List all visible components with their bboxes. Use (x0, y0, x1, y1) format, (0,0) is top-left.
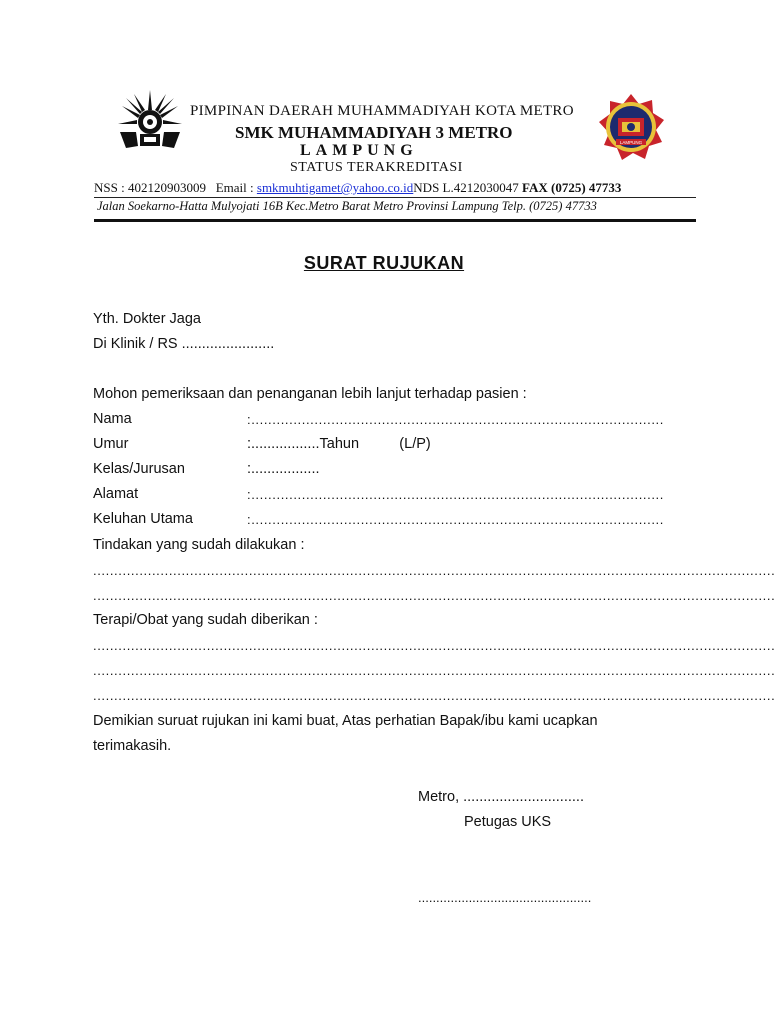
contact-line (94, 180, 621, 196)
closing-line-2: terimakasih. (93, 738, 172, 754)
tindakan-label: Tindakan yang sudah dilakukan : (93, 537, 305, 553)
organization-name: PIMPINAN DAERAH MUHAMMADIYAH KOTA METRO (190, 103, 574, 119)
document-title: SURAT RUJUKAN (303, 253, 465, 273)
fax-number: FAX (0725) 47733 (522, 180, 622, 195)
field-label-alamat: Alamat (93, 486, 139, 502)
email-link[interactable]: smkmuhtigamet@yahoo.co.id (256, 180, 414, 195)
school-address: Jalan Soekarno-Hatta Mulyojati 16B Kec.Metro Barat Metro Provinsi Lampung Telp. (0725) 47733 (97, 199, 597, 213)
field-value-nama[interactable]: :.................................................................................................. (247, 412, 664, 427)
recipient-line-2[interactable]: Di Klinik / RS ....................... (93, 336, 275, 352)
terapi-line-1[interactable]: .................................................................................................................................................................. (93, 638, 775, 653)
signature-role: Petugas UKS (464, 814, 552, 830)
field-label-kelas-jurusan: Kelas/Jurusan (93, 461, 185, 477)
field-value-umur[interactable]: :.................Tahun (L/P) (247, 436, 431, 452)
muhammadiyah-logo-icon (116, 88, 184, 156)
header-divider-thick (94, 219, 696, 222)
signature-name-line[interactable]: ................................................ (418, 890, 592, 905)
school-crest-icon (596, 92, 666, 162)
school-name: SMK MUHAMMADIYAH 3 METRO (235, 123, 513, 142)
signature-place-date[interactable]: Metro, .............................. (418, 789, 584, 805)
nds-number: NDS L.4212030047 (413, 180, 519, 195)
header-divider-thin (94, 197, 696, 198)
recipient-line-1: Yth. Dokter Jaga (93, 311, 201, 327)
nss-number: NSS : 402120903009 (94, 180, 206, 195)
terapi-line-2[interactable]: .................................................................................................................................................................. (93, 663, 775, 678)
crest-ribbon-text: LAMPUNG (619, 140, 643, 145)
closing-line-1: Demikian suruat rujukan ini kami buat, Atas perhatian Bapak/ibu kami ucapkan (93, 713, 598, 729)
terapi-line-3[interactable]: .................................................................................................................................................................. (93, 688, 775, 703)
field-value-kelas-jurusan[interactable]: :................. (247, 461, 320, 477)
tindakan-line-2[interactable]: .................................................................................................................................................................. (93, 588, 775, 603)
city-name: LAMPUNG (300, 142, 418, 159)
field-label-nama: Nama (93, 411, 132, 427)
tindakan-line-1[interactable]: .................................................................................................................................................................. (93, 563, 775, 578)
field-value-keluhan-utama[interactable]: :.................................................................................................. (247, 512, 664, 527)
intro-text: Mohon pemeriksaan dan penanganan lebih lanjut terhadap pasien : (93, 386, 527, 402)
field-label-umur: Umur (93, 436, 129, 452)
terapi-label: Terapi/Obat yang sudah diberikan : (93, 612, 318, 628)
email-label: Email : (215, 180, 254, 195)
field-label-keluhan-utama: Keluhan Utama (93, 511, 193, 527)
field-value-alamat[interactable]: :.................................................................................................. (247, 487, 664, 502)
accreditation-status: STATUS TERAKREDITASI (290, 160, 463, 175)
